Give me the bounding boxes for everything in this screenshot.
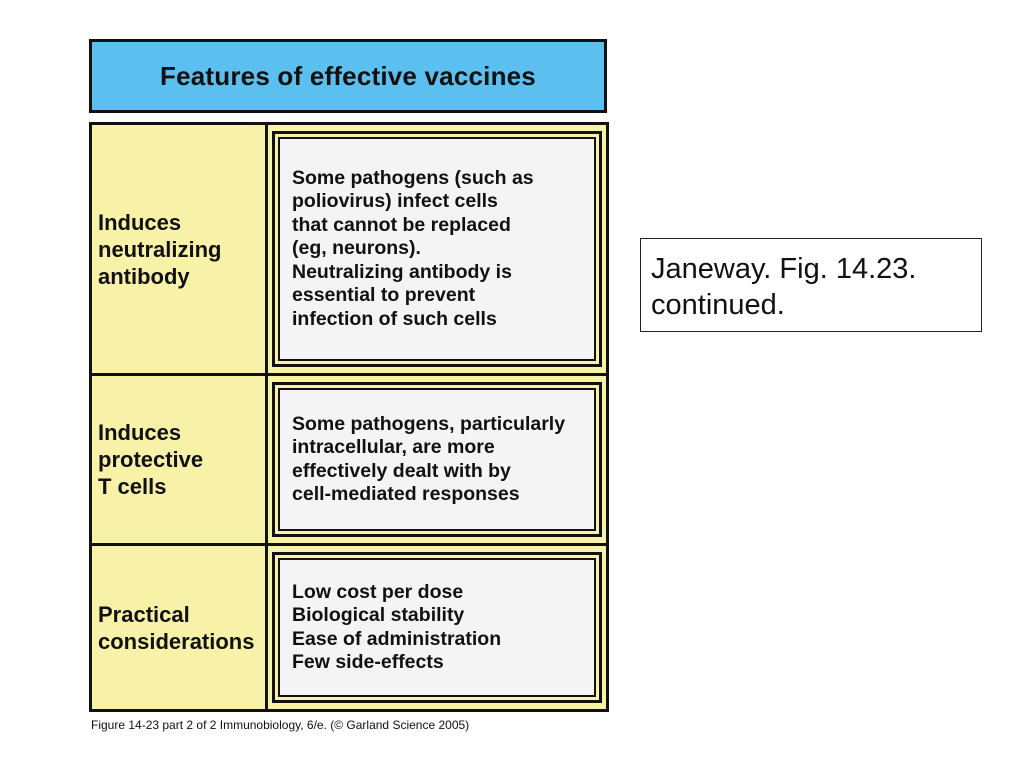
row-label-line: Induces [98,209,182,235]
row-description [292,413,565,507]
citation-note-box [640,238,982,332]
description-line: cell-mediated responses [292,483,520,505]
row-description-frame [272,552,602,703]
row-description-box [278,388,596,531]
description-line: Some pathogens (such as [292,166,534,189]
row-description [292,167,534,332]
row-label-line: neutralizing [98,236,222,262]
description-line: Biological stability [292,604,465,626]
figure-caption: Figure 14-23 part 2 of 2 Immunobiology, 6/e. (© Garland Science 2005) [91,718,470,732]
description-line: Some pathogens, particularly [292,412,566,435]
row-label-line: considerations [98,628,255,654]
row-label-line: protective [98,447,204,472]
description-line: (eg, neurons). [292,237,421,260]
vaccine-features-figure [88,38,612,732]
description-line: Ease of administration [292,627,502,650]
features-table [89,122,609,712]
row-label-practical-considerations [92,546,268,709]
description-line: essential to prevent [292,284,476,307]
description-line: poliovirus) infect cells [292,190,498,213]
row-description [292,581,501,675]
row-description-frame [272,131,602,367]
description-line: Low cost per dose [292,580,464,603]
row-description-box [278,137,596,361]
description-line: Neutralizing antibody is [292,260,512,283]
table-row [92,125,606,373]
description-line: effectively dealt with by [292,459,511,482]
row-label-line: T cells [98,474,167,499]
figure-title: Features of effective vaccines [160,60,536,91]
row-description-frame [272,382,602,537]
description-line: that cannot be replaced [292,213,511,236]
table-row [92,373,606,543]
citation-note-line: Janeway. Fig. 14.23. [651,253,917,285]
row-label-line: antibody [98,263,190,289]
figure-title-box [89,39,607,113]
row-label-line: Practical [98,601,190,627]
description-line: infection of such cells [292,307,497,330]
description-line: intracellular, are more [292,436,495,458]
row-description-box [278,558,596,697]
row-label-neutralizing-antibody [92,125,268,373]
row-label-protective-t-cells [92,376,268,543]
citation-note-line: continued. [651,289,785,321]
description-line: Few side-effects [292,651,444,673]
table-row [92,543,606,709]
row-label-line: Induces [98,420,182,445]
